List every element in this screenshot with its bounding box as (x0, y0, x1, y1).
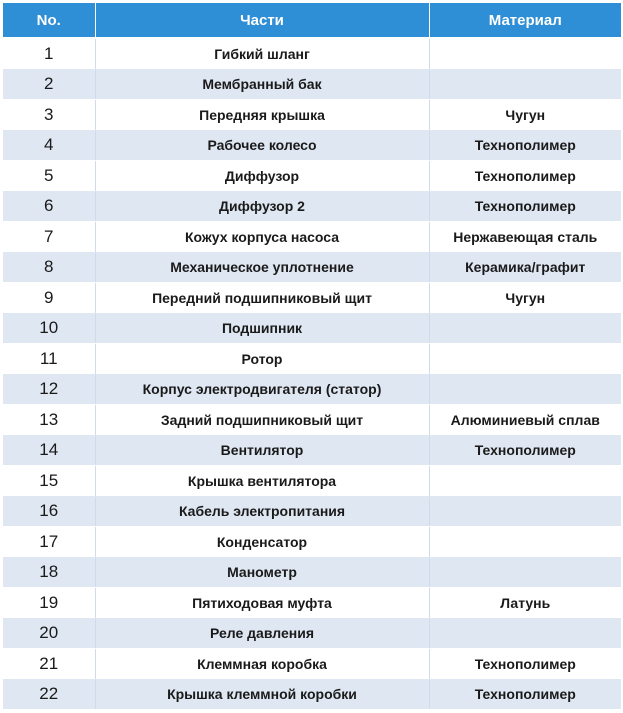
row-number-cell: 21 (3, 649, 95, 680)
row-number-cell: 7 (3, 222, 95, 253)
part-name-cell: Корпус электродвигателя (статор) (95, 374, 429, 405)
part-name-cell: Механическое уплотнение (95, 252, 429, 283)
material-cell (429, 527, 621, 558)
table-row (3, 557, 621, 588)
part-name-cell: Крышка вентилятора (95, 466, 429, 497)
part-name-cell: Крышка клеммной коробки (95, 679, 429, 710)
header-parts: Части (95, 3, 429, 38)
table-row (3, 69, 621, 100)
material-cell: Технополимер (429, 679, 621, 710)
material-cell: Технополимер (429, 191, 621, 222)
row-number-cell: 1 (3, 38, 95, 69)
row-number-cell: 3 (3, 100, 95, 131)
part-name-cell: Задний подшипниковый щит (95, 405, 429, 436)
row-number-cell: 5 (3, 161, 95, 192)
material-cell: Нержавеющая сталь (429, 222, 621, 253)
material-cell (429, 466, 621, 497)
material-cell: Латунь (429, 588, 621, 619)
table-header (3, 3, 621, 38)
material-cell (429, 69, 621, 100)
material-cell (429, 313, 621, 344)
part-name-cell: Ротор (95, 344, 429, 375)
material-cell (429, 557, 621, 588)
table-row (3, 222, 621, 253)
table-row (3, 38, 621, 69)
material-cell (429, 38, 621, 69)
part-name-cell: Манометр (95, 557, 429, 588)
part-name-cell: Кабель электропитания (95, 496, 429, 527)
table-row (3, 313, 621, 344)
table-row (3, 283, 621, 314)
row-number-cell: 10 (3, 313, 95, 344)
header-row (3, 3, 621, 38)
row-number-cell: 15 (3, 466, 95, 497)
part-name-cell: Передняя крышка (95, 100, 429, 131)
row-number-cell: 6 (3, 191, 95, 222)
table-row (3, 649, 621, 680)
row-number-cell: 13 (3, 405, 95, 436)
row-number-cell: 18 (3, 557, 95, 588)
table-row (3, 496, 621, 527)
part-name-cell: Передний подшипниковый щит (95, 283, 429, 314)
parts-table (3, 3, 621, 710)
row-number-cell: 16 (3, 496, 95, 527)
material-cell: Чугун (429, 283, 621, 314)
material-cell (429, 374, 621, 405)
part-name-cell: Клеммная коробка (95, 649, 429, 680)
row-number-cell: 19 (3, 588, 95, 619)
table-row (3, 161, 621, 192)
row-number-cell: 12 (3, 374, 95, 405)
header-number: No. (3, 3, 95, 38)
table-row (3, 191, 621, 222)
material-cell (429, 618, 621, 649)
row-number-cell: 17 (3, 527, 95, 558)
material-cell: Технополимер (429, 130, 621, 161)
material-cell: Керамика/графит (429, 252, 621, 283)
table-row (3, 618, 621, 649)
material-cell: Технополимер (429, 649, 621, 680)
part-name-cell: Вентилятор (95, 435, 429, 466)
row-number-cell: 2 (3, 69, 95, 100)
table-row (3, 252, 621, 283)
row-number-cell: 14 (3, 435, 95, 466)
part-name-cell: Пятиходовая муфта (95, 588, 429, 619)
part-name-cell: Мембранный бак (95, 69, 429, 100)
material-cell: Технополимер (429, 435, 621, 466)
table-row (3, 130, 621, 161)
table-row (3, 466, 621, 497)
part-name-cell: Гибкий шланг (95, 38, 429, 69)
part-name-cell: Реле давления (95, 618, 429, 649)
row-number-cell: 20 (3, 618, 95, 649)
part-name-cell: Подшипник (95, 313, 429, 344)
material-cell: Чугун (429, 100, 621, 131)
part-name-cell: Кожух корпуса насоса (95, 222, 429, 253)
row-number-cell: 22 (3, 679, 95, 710)
table-row (3, 679, 621, 710)
header-material: Материал (429, 3, 621, 38)
table-row (3, 374, 621, 405)
table-row (3, 344, 621, 375)
part-name-cell: Рабочее колесо (95, 130, 429, 161)
table-row (3, 405, 621, 436)
part-name-cell: Конденсатор (95, 527, 429, 558)
row-number-cell: 4 (3, 130, 95, 161)
table-row (3, 588, 621, 619)
material-cell (429, 344, 621, 375)
row-number-cell: 8 (3, 252, 95, 283)
part-name-cell: Диффузор 2 (95, 191, 429, 222)
table-row (3, 435, 621, 466)
table-body (3, 38, 621, 710)
table-row (3, 100, 621, 131)
row-number-cell: 11 (3, 344, 95, 375)
material-cell: Технополимер (429, 161, 621, 192)
table-row (3, 527, 621, 558)
material-cell: Алюминиевый сплав (429, 405, 621, 436)
part-name-cell: Диффузор (95, 161, 429, 192)
material-cell (429, 496, 621, 527)
row-number-cell: 9 (3, 283, 95, 314)
